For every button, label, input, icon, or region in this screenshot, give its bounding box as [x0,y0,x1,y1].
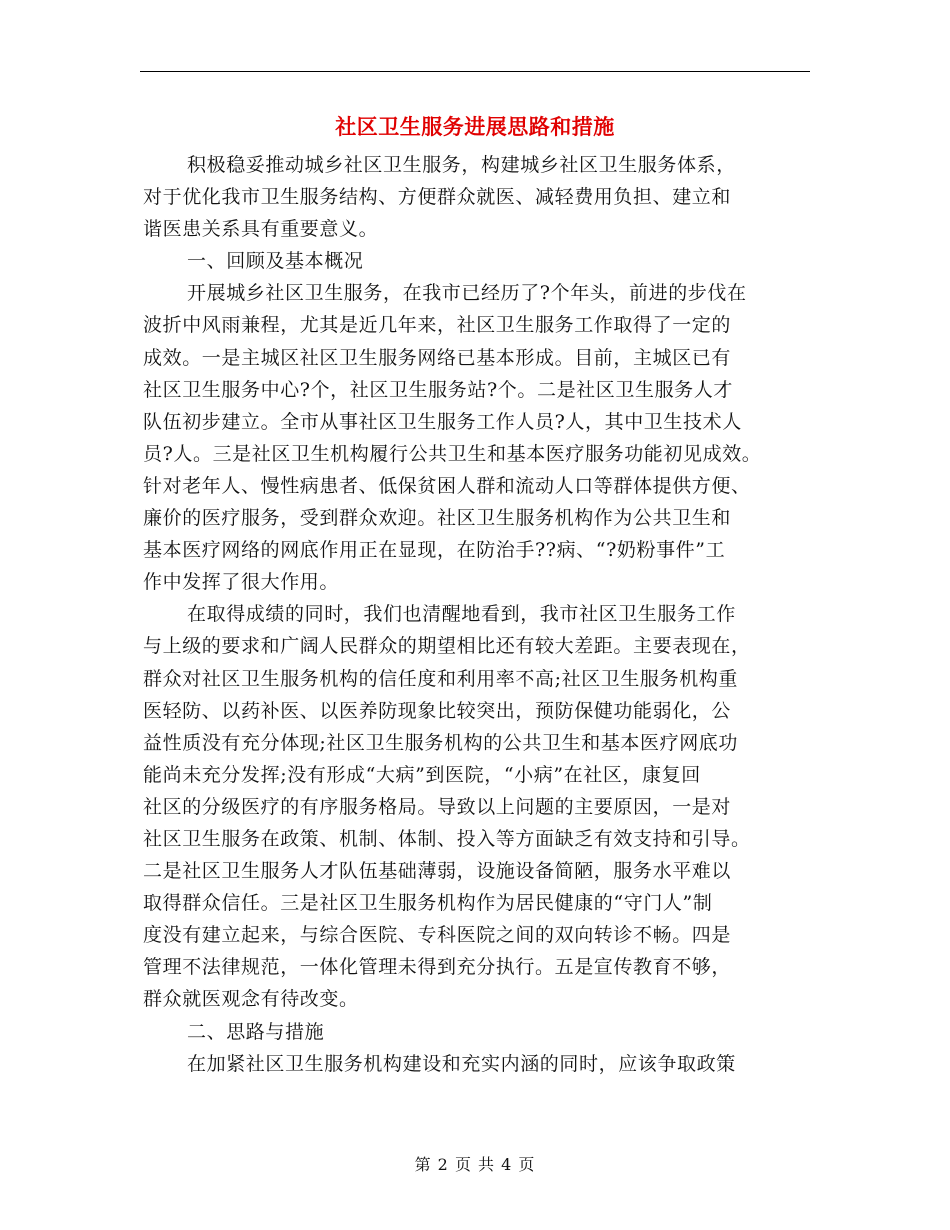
paragraph-achievements [143,277,823,598]
section-heading: 一、回顾及基本概况 [187,250,364,273]
text-line: 廉价的医疗服务，受到群众欢迎。社区卫生服务机构作为公共卫生和 [143,507,732,530]
text-line: 度没有建立起来，与综合医院、专科医院之间的双向转诊不畅。四是 [143,924,732,947]
text-line: 对于优化我市卫生服务结构、方便群众就医、减轻费用负担、建立和 [143,186,732,209]
text-line: 积极稳妥推动城乡社区卫生服务，构建城乡社区卫生服务体系， [187,154,736,176]
text-line: 益性质没有充分体现;社区卫生服务机构的公共卫生和基本医疗网底功 [143,731,739,754]
text-line: 社区的分级医疗的有序服务格局。导致以上问题的主要原因，一是对 [143,795,732,818]
text-line: 医轻防、以药补医、以医养防现象比较突出，预防保健功能弱化，公 [143,699,732,722]
text-line: 波折中风雨兼程，尤其是近几年来，社区卫生服务工作取得了一定的 [143,314,732,337]
text-line: 员?人。三是社区卫生机构履行公共卫生和基本医疗服务功能初见成效。 [143,442,762,465]
text-line: 作中发挥了很大作用。 [143,571,340,594]
text-line: 队伍初步建立。全市从事社区卫生服务工作人员?人，其中卫生技术人 [143,410,742,433]
text-line: 在加紧社区卫生服务机构建设和充实内涵的同时，应该争取政策 [187,1052,736,1075]
text-line: 管理不法律规范，一体化管理未得到充分执行。五是宣传教育不够， [143,956,732,979]
page-number-footer: 第 2 页 共 4 页 [414,1155,536,1174]
text-line: 针对老年人、慢性病患者、低保贫困人群和流动人口等群体提供方便、 [143,474,751,497]
document-title: 社区卫生服务进展思路和措施 [335,114,615,139]
paragraph-intro [143,149,823,245]
text-line: 谐医患关系具有重要意义。 [143,218,379,241]
text-line: 群众对社区卫生服务机构的信任度和利用率不高;社区卫生服务机构重 [143,667,739,690]
text-line: 能尚未充分发挥;没有形成“大病”到医院，“小病”在社区，康复回 [143,763,701,786]
section-heading-review [143,245,823,277]
text-line: 群众就医观念有待改变。 [143,988,359,1011]
text-line: 取得群众信任。三是社区卫生服务机构作为居民健康的“守门人”制 [143,892,713,915]
document-body [143,149,823,1080]
section-heading-measures [143,1016,823,1048]
header-rule [140,71,810,72]
text-line: 在取得成绩的同时，我们也清醒地看到，我市社区卫生服务工作 [187,603,736,626]
paragraph-measures [143,1048,823,1080]
text-line: 成效。一是主城区社区卫生服务网络已基本形成。目前，主城区已有 [143,346,732,369]
text-line: 二是社区卫生服务人才队伍基础薄弱，设施设备简陋，服务水平难以 [143,860,732,883]
text-line: 基本医疗网络的网底作用正在显现，在防治手??病、“?奶粉事件”工 [143,539,726,562]
section-heading: 二、思路与措施 [187,1020,325,1043]
text-line: 社区卫生服务中心?个，社区卫生服务站?个。二是社区卫生服务人才 [143,378,733,401]
paragraph-problems [143,598,823,1015]
text-line: 开展城乡社区卫生服务，在我市已经历了?个年头，前进的步伐在 [187,282,747,305]
text-line: 社区卫生服务在政策、机制、体制、投入等方面缺乏有效支持和引导。 [143,827,751,850]
text-line: 与上级的要求和广阔人民群众的期望相比还有较大差距。主要表现在， [143,635,751,658]
